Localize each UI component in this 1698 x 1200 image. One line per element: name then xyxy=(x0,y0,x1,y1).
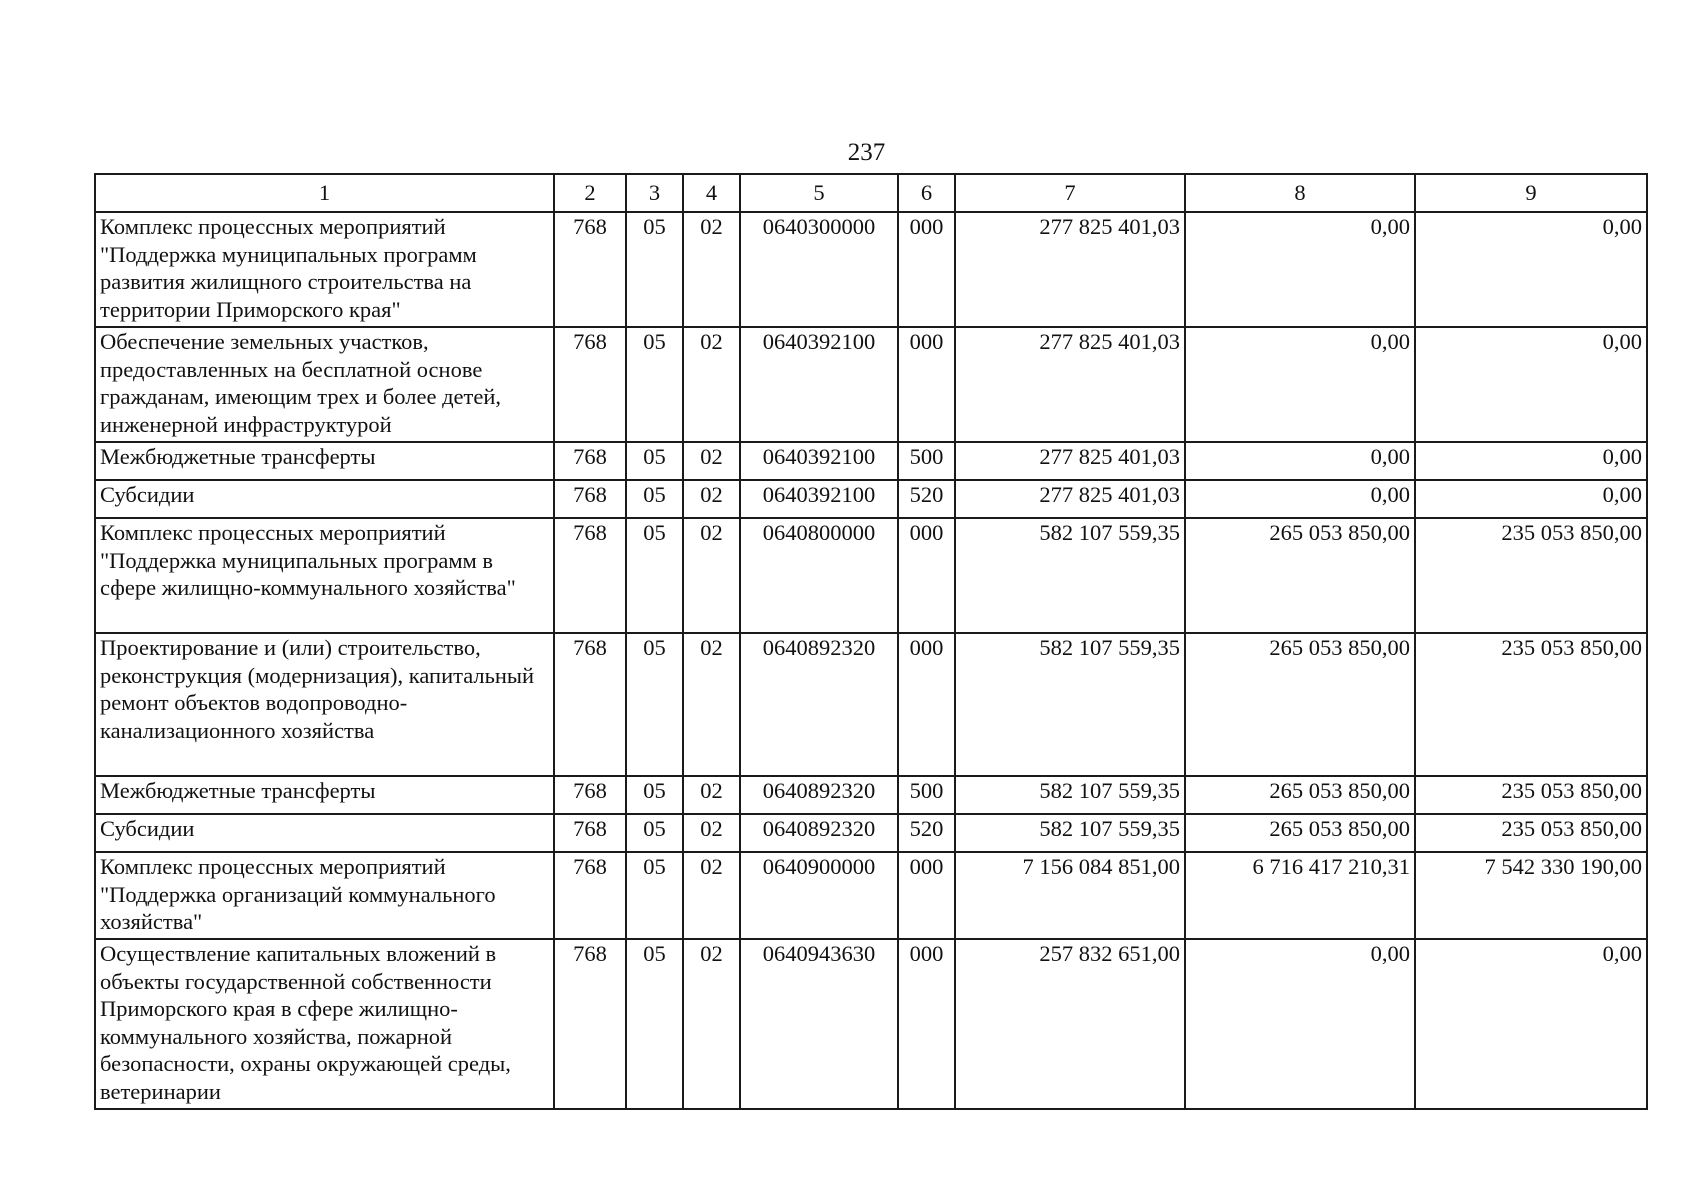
cell-amount-7 xyxy=(955,814,1185,852)
cell-subsection-code: 02 xyxy=(683,327,740,442)
table-row xyxy=(95,633,1647,776)
amount-value: 257 832 651,00 xyxy=(1039,941,1180,966)
cell-expense-type: 000 xyxy=(898,633,955,776)
column-header: 2 xyxy=(554,174,626,212)
amount-value: 235 053 850,00 xyxy=(1501,816,1642,841)
amount-value: 7 542 330 190,00 xyxy=(1484,854,1642,879)
cell-expense-type: 000 xyxy=(898,212,955,327)
amount-value: 7 156 084 851,00 xyxy=(1022,854,1180,879)
amount-value: 0,00 xyxy=(1602,941,1642,966)
cell-name: Межбюджетные трансферты xyxy=(95,776,554,814)
amount-value: 0,00 xyxy=(1370,444,1410,469)
cell-amount-7 xyxy=(955,480,1185,518)
cell-amount-7 xyxy=(955,633,1185,776)
cell-name: Осуществление капитальных вложений в объекты государственной собственности Приморского края в сфере жилищно-коммунального хозяйства, пожарной безопасности, охраны окружающей среды, ветеринарии xyxy=(95,939,554,1109)
cell-amount-9 xyxy=(1415,939,1647,1109)
cell-subsection-code: 02 xyxy=(683,814,740,852)
cell-amount-8 xyxy=(1185,327,1415,442)
cell-target-article: 0640943630 xyxy=(740,939,898,1109)
cell-expense-type: 520 xyxy=(898,480,955,518)
amount-value: 0,00 xyxy=(1602,482,1642,507)
column-header: 6 xyxy=(898,174,955,212)
table-row xyxy=(95,939,1647,1109)
cell-section-code: 05 xyxy=(626,212,683,327)
cell-name: Обеспечение земельных участков, предоставленных на бесплатной основе гражданам, имеющим трех и более детей, инженерной инфраструктурой xyxy=(95,327,554,442)
cell-section-code: 05 xyxy=(626,852,683,939)
table-header-row xyxy=(95,174,1647,212)
cell-target-article: 0640800000 xyxy=(740,518,898,633)
table-row xyxy=(95,814,1647,852)
amount-value: 0,00 xyxy=(1602,214,1642,239)
cell-target-article: 0640300000 xyxy=(740,212,898,327)
column-header: 8 xyxy=(1185,174,1415,212)
cell-subsection-code: 02 xyxy=(683,633,740,776)
cell-subsection-code: 02 xyxy=(683,939,740,1109)
amount-value: 582 107 559,35 xyxy=(1039,816,1180,841)
amount-value: 582 107 559,35 xyxy=(1039,520,1180,545)
budget-table xyxy=(94,173,1648,1110)
cell-amount-8 xyxy=(1185,814,1415,852)
amount-value: 235 053 850,00 xyxy=(1501,520,1642,545)
cell-ministry-code: 768 xyxy=(554,442,626,480)
cell-ministry-code: 768 xyxy=(554,480,626,518)
cell-section-code: 05 xyxy=(626,633,683,776)
amount-value: 0,00 xyxy=(1370,482,1410,507)
amount-value: 0,00 xyxy=(1602,444,1642,469)
cell-ministry-code: 768 xyxy=(554,633,626,776)
column-header: 3 xyxy=(626,174,683,212)
table-row xyxy=(95,776,1647,814)
cell-ministry-code: 768 xyxy=(554,212,626,327)
cell-subsection-code: 02 xyxy=(683,442,740,480)
cell-amount-9 xyxy=(1415,814,1647,852)
amount-value: 265 053 850,00 xyxy=(1269,635,1410,660)
amount-value: 0,00 xyxy=(1602,329,1642,354)
cell-expense-type: 000 xyxy=(898,939,955,1109)
table-row xyxy=(95,852,1647,939)
cell-ministry-code: 768 xyxy=(554,814,626,852)
amount-value: 277 825 401,03 xyxy=(1039,482,1180,507)
cell-amount-8 xyxy=(1185,212,1415,327)
cell-section-code: 05 xyxy=(626,327,683,442)
column-header: 9 xyxy=(1415,174,1647,212)
cell-amount-7 xyxy=(955,212,1185,327)
cell-amount-8 xyxy=(1185,852,1415,939)
cell-section-code: 05 xyxy=(626,518,683,633)
column-header: 1 xyxy=(95,174,554,212)
cell-section-code: 05 xyxy=(626,814,683,852)
cell-subsection-code: 02 xyxy=(683,776,740,814)
table-row xyxy=(95,480,1647,518)
cell-target-article: 0640392100 xyxy=(740,480,898,518)
cell-target-article: 0640892320 xyxy=(740,814,898,852)
cell-target-article: 0640892320 xyxy=(740,776,898,814)
amount-value: 582 107 559,35 xyxy=(1039,635,1180,660)
cell-name: Субсидии xyxy=(95,480,554,518)
cell-expense-type: 000 xyxy=(898,518,955,633)
cell-amount-7 xyxy=(955,327,1185,442)
page-number: 237 xyxy=(847,139,886,166)
cell-name: Субсидии xyxy=(95,814,554,852)
cell-amount-9 xyxy=(1415,442,1647,480)
cell-expense-type: 500 xyxy=(898,776,955,814)
column-header: 7 xyxy=(955,174,1185,212)
cell-name: Комплекс процессных мероприятий "Поддержка муниципальных программ в сфере жилищно-коммунального хозяйства" xyxy=(95,518,554,633)
column-header: 4 xyxy=(683,174,740,212)
cell-amount-7 xyxy=(955,442,1185,480)
amount-value: 277 825 401,03 xyxy=(1039,329,1180,354)
amount-value: 277 825 401,03 xyxy=(1039,214,1180,239)
cell-amount-7 xyxy=(955,852,1185,939)
cell-amount-8 xyxy=(1185,442,1415,480)
cell-subsection-code: 02 xyxy=(683,518,740,633)
cell-target-article: 0640392100 xyxy=(740,442,898,480)
cell-amount-8 xyxy=(1185,939,1415,1109)
column-header: 5 xyxy=(740,174,898,212)
amount-value: 0,00 xyxy=(1370,329,1410,354)
cell-ministry-code: 768 xyxy=(554,939,626,1109)
cell-amount-7 xyxy=(955,776,1185,814)
amount-value: 0,00 xyxy=(1370,941,1410,966)
cell-amount-9 xyxy=(1415,518,1647,633)
cell-ministry-code: 768 xyxy=(554,327,626,442)
amount-value: 265 053 850,00 xyxy=(1269,520,1410,545)
cell-amount-9 xyxy=(1415,327,1647,442)
cell-subsection-code: 02 xyxy=(683,480,740,518)
cell-target-article: 0640892320 xyxy=(740,633,898,776)
cell-target-article: 0640392100 xyxy=(740,327,898,442)
cell-amount-7 xyxy=(955,939,1185,1109)
table-row xyxy=(95,327,1647,442)
cell-name: Проектирование и (или) строительство, реконструкция (модернизация), капитальный ремонт объектов водопроводно-канализационного хозяйства xyxy=(95,633,554,776)
cell-amount-8 xyxy=(1185,776,1415,814)
amount-value: 265 053 850,00 xyxy=(1269,778,1410,803)
amount-value: 582 107 559,35 xyxy=(1039,778,1180,803)
cell-name: Межбюджетные трансферты xyxy=(95,442,554,480)
cell-section-code: 05 xyxy=(626,939,683,1109)
cell-target-article: 0640900000 xyxy=(740,852,898,939)
amount-value: 235 053 850,00 xyxy=(1501,778,1642,803)
cell-amount-9 xyxy=(1415,212,1647,327)
table-row xyxy=(95,212,1647,327)
table-row xyxy=(95,442,1647,480)
cell-amount-8 xyxy=(1185,518,1415,633)
amount-value: 6 716 417 210,31 xyxy=(1252,854,1410,879)
cell-amount-9 xyxy=(1415,480,1647,518)
cell-subsection-code: 02 xyxy=(683,852,740,939)
cell-section-code: 05 xyxy=(626,480,683,518)
amount-value: 0,00 xyxy=(1370,214,1410,239)
cell-amount-9 xyxy=(1415,852,1647,939)
cell-name: Комплекс процессных мероприятий "Поддержка организаций коммунального хозяйства" xyxy=(95,852,554,939)
amount-value: 265 053 850,00 xyxy=(1269,816,1410,841)
cell-ministry-code: 768 xyxy=(554,852,626,939)
cell-amount-7 xyxy=(955,518,1185,633)
amount-value: 277 825 401,03 xyxy=(1039,444,1180,469)
cell-ministry-code: 768 xyxy=(554,776,626,814)
cell-section-code: 05 xyxy=(626,442,683,480)
cell-name: Комплекс процессных мероприятий "Поддержка муниципальных программ развития жилищного строительства на территории Приморского края" xyxy=(95,212,554,327)
cell-section-code: 05 xyxy=(626,776,683,814)
cell-subsection-code: 02 xyxy=(683,212,740,327)
cell-amount-9 xyxy=(1415,633,1647,776)
cell-expense-type: 000 xyxy=(898,327,955,442)
table-row xyxy=(95,518,1647,633)
cell-expense-type: 520 xyxy=(898,814,955,852)
cell-amount-8 xyxy=(1185,480,1415,518)
cell-expense-type: 000 xyxy=(898,852,955,939)
cell-amount-9 xyxy=(1415,776,1647,814)
cell-ministry-code: 768 xyxy=(554,518,626,633)
cell-amount-8 xyxy=(1185,633,1415,776)
amount-value: 235 053 850,00 xyxy=(1501,635,1642,660)
cell-expense-type: 500 xyxy=(898,442,955,480)
